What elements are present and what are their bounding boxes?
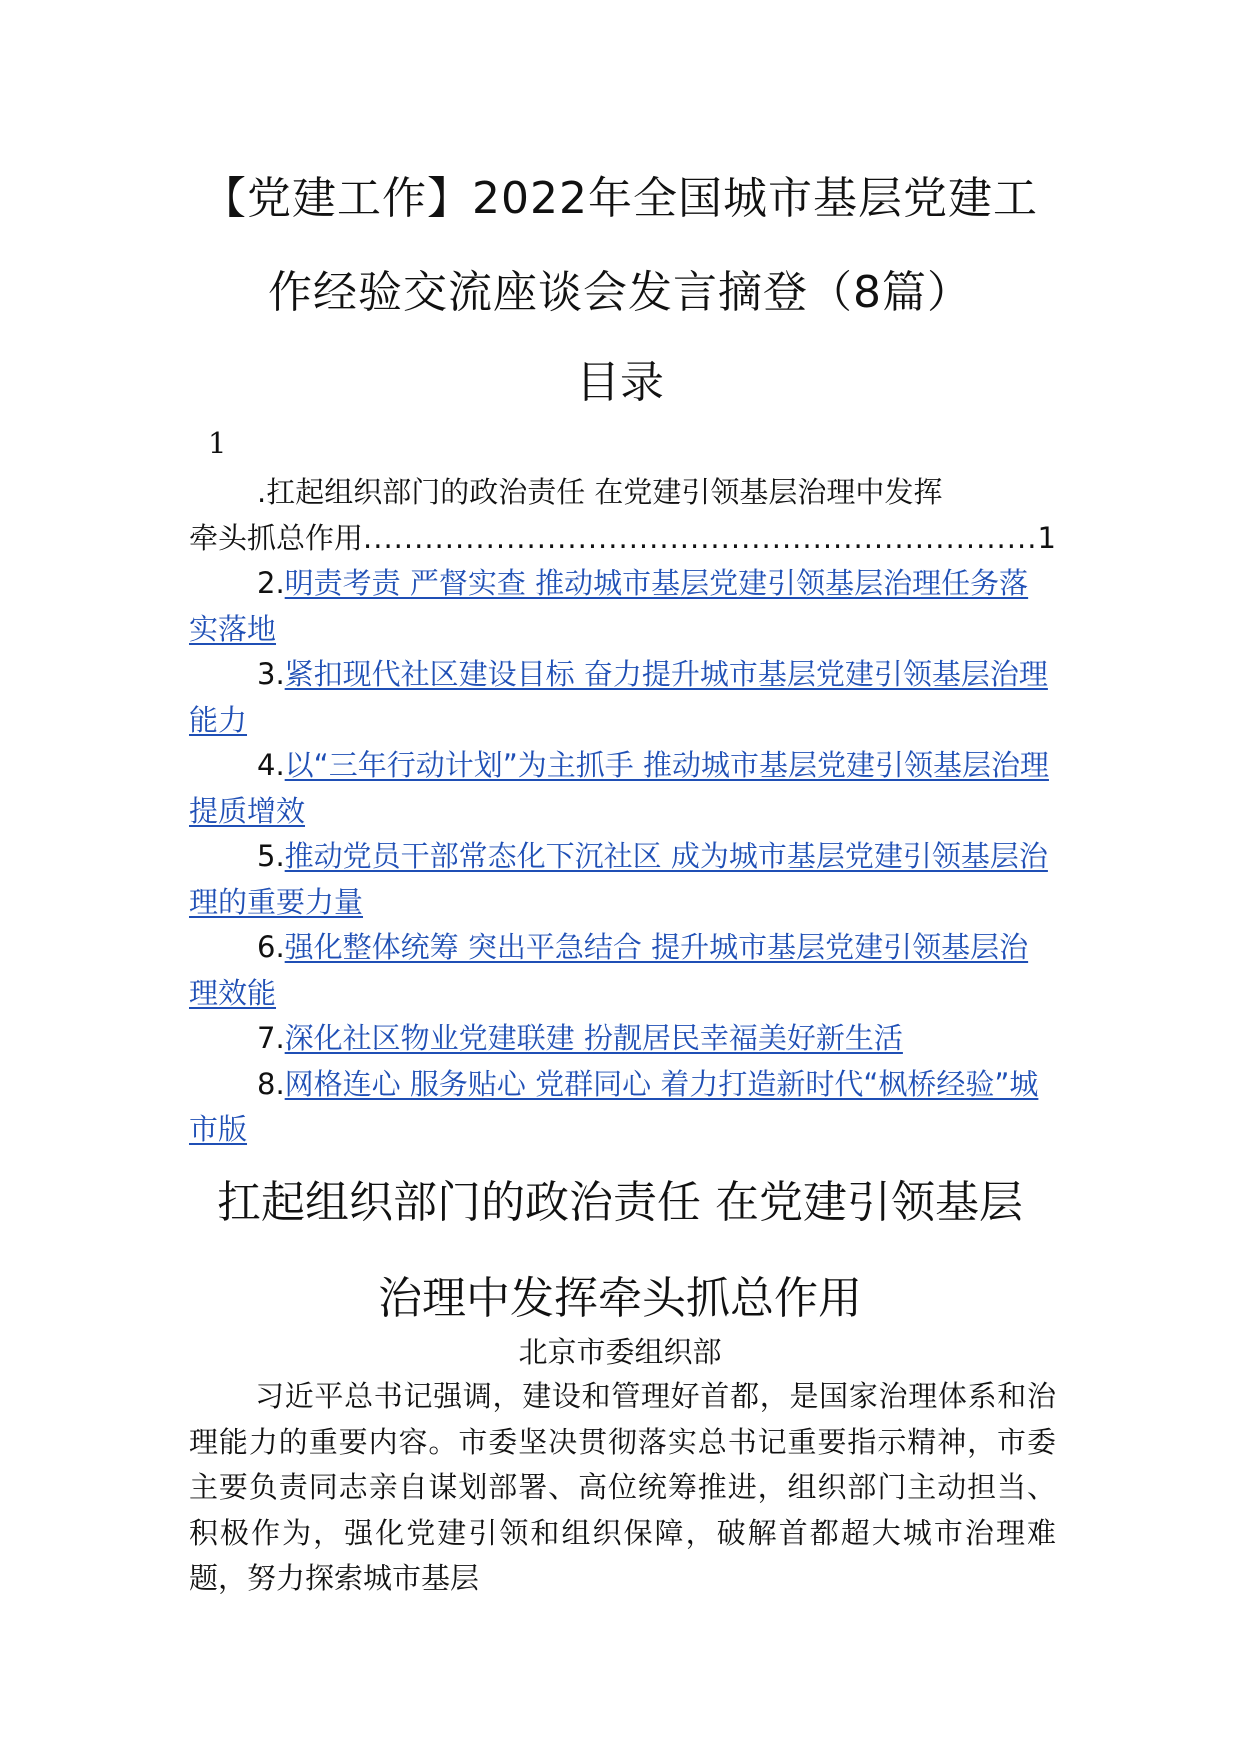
toc-item-8-link[interactable]: 网格连心 服务贴心 党群同心 着力打造新时代“枫桥经验”城市版 [189,1066,1039,1146]
toc-item-3 [189,652,1056,743]
toc-item-4-number: 4. [257,748,285,782]
toc-item-8 [189,1062,1056,1153]
toc-item-2 [189,561,1056,652]
section-author: 北京市委组织部 [518,1335,722,1369]
document-title-line2: 作经验交流座谈会发言摘登（8篇） [268,267,972,318]
toc-item-1[interactable] [189,470,1056,516]
toc-item-2-link[interactable]: 明责考责 严督实查 推动城市基层党建引领基层治理任务落实落地 [189,566,1029,646]
toc-item-6-link[interactable]: 强化整体统筹 突出平急结合 提升城市基层党建引领基层治理效能 [189,930,1029,1010]
toc-item-3-number: 3. [257,657,285,691]
toc-item-5 [189,834,1056,925]
toc-item-7-number: 7. [257,1021,285,1055]
toc-item-7-link[interactable]: 深化社区物业党建联建 扮靓居民幸福美好新生活 [284,1021,903,1055]
table-of-contents [189,470,1056,1153]
toc-heading: 目录 [576,357,664,408]
toc-item-1-number: 1 [208,426,227,460]
toc-item-5-link[interactable]: 推动党员干部常态化下沉社区 成为城市基层党建引领基层治理的重要力量 [189,839,1048,919]
body-paragraph: 习近平总书记强调，建设和管理好首都，是国家治理体系和治理能力的重要内容。市委坚决贯彻落实总书记重要指示精神，市委主要负责同志亲自谋划部署、高位统筹推进，组织部门主动担当、积极作为，强化党建引领和组织保障，破解首都超大城市治理难题，努力探索城市基层 [189,1379,1056,1595]
section-title-line1: 扛起组织部门的政治责任 在党建引领基层 [217,1177,1023,1228]
toc-item-1-continuation[interactable] [189,516,1056,562]
toc-leader-dots [363,516,1038,562]
document-title-line1: 【党建工作】2022年全国城市基层党建工 [202,173,1038,224]
toc-item-1-label-line2: 牵头抓总作用 [189,520,364,555]
toc-item-5-number: 5. [257,839,285,873]
toc-item-6 [189,925,1056,1016]
toc-item-7 [189,1016,1056,1062]
toc-item-4 [189,743,1056,834]
toc-item-6-number: 6. [257,930,285,964]
section-title-line2: 治理中发挥牵头抓总作用 [378,1273,862,1324]
toc-item-1-page: 1 [1037,520,1056,555]
toc-item-8-number: 8. [257,1066,285,1101]
toc-item-3-link[interactable]: 紧扣现代社区建设目标 奋力提升城市基层党建引领基层治理能力 [189,657,1048,737]
toc-item-4-link[interactable]: 以“三年行动计划”为主抓手 推动城市基层党建引领基层治理提质增效 [189,748,1049,828]
toc-item-1-label-line1: .扛起组织部门的政治责任 在党建引领基层治理中发挥 [257,475,943,509]
toc-item-2-number: 2. [257,566,285,600]
